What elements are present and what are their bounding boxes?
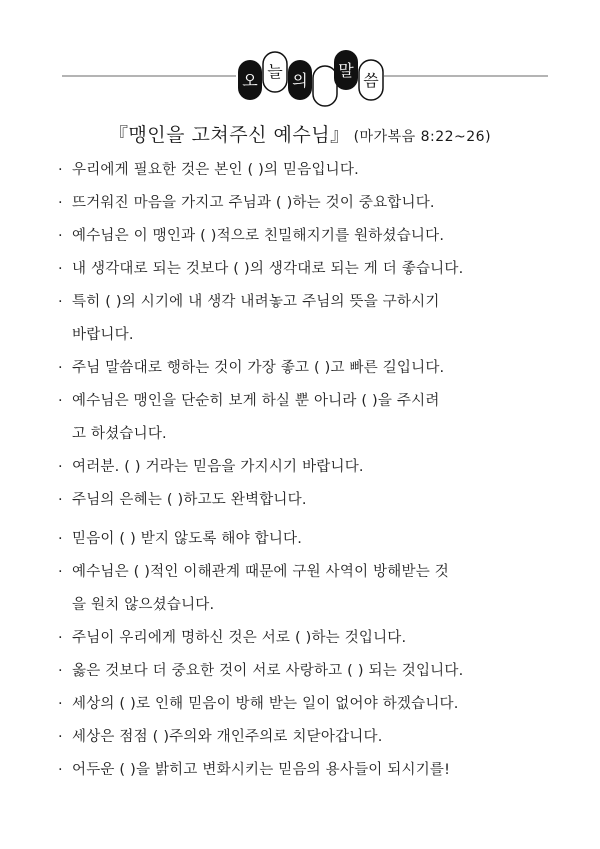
list-item-continuation — [58, 418, 548, 451]
bullet-mark: · — [58, 564, 63, 580]
list-item — [58, 688, 548, 721]
sermon-title: 『맹인을 고쳐주신 예수님』 — [108, 124, 350, 146]
bullet-mark: · — [58, 162, 63, 178]
list-item — [58, 556, 548, 589]
list-item — [58, 385, 548, 418]
item-text: 세상은 점점 ( )주의와 개인주의로 치닫아갑니다. — [72, 729, 383, 745]
list-item — [58, 352, 548, 385]
bullet-mark: · — [58, 195, 63, 211]
list-item — [58, 622, 548, 655]
list-item — [58, 154, 548, 187]
item-text: 뜨거워진 마음을 가지고 주님과 ( )하는 것이 중요합니다. — [72, 195, 435, 211]
header-char: 오 — [242, 71, 258, 90]
header-char: 말 — [338, 61, 354, 80]
fill-in-list — [58, 154, 548, 787]
item-text: 내 생각대로 되는 것보다 ( )의 생각대로 되는 게 더 좋습니다. — [72, 261, 464, 277]
item-text: 을 원치 않으셨습니다. — [72, 597, 215, 613]
item-text: 주님의 은혜는 ( )하고도 완벽합니다. — [72, 492, 307, 508]
list-item — [58, 721, 548, 754]
item-text: 예수님은 맹인을 단순히 보게 하실 뿐 아니라 ( )을 주시려 — [72, 393, 440, 409]
item-text: 주님 말씀대로 행하는 것이 가장 좋고 ( )고 빠른 길입니다. — [72, 360, 445, 376]
bullet-mark: · — [58, 492, 63, 508]
bullet-mark: · — [58, 630, 63, 646]
header-pill-4 — [313, 66, 337, 106]
bullet-mark: · — [58, 228, 63, 244]
bullet-mark: · — [58, 729, 63, 745]
item-text: 예수님은 ( )적인 이해관계 때문에 구원 사역이 방해받는 것 — [72, 564, 449, 580]
list-item — [58, 286, 548, 319]
list-item — [58, 484, 548, 517]
bullet-mark: · — [58, 360, 63, 376]
bullet-mark: · — [58, 261, 63, 277]
item-text: 바랍니다. — [72, 327, 134, 343]
item-text: 세상의 ( )로 인해 믿음이 방해 받는 일이 없어야 하겠습니다. — [72, 696, 459, 712]
list-item — [58, 253, 548, 286]
list-item-continuation — [58, 589, 548, 622]
bullet-mark: · — [58, 531, 63, 547]
list-item — [58, 220, 548, 253]
list-item — [58, 451, 548, 484]
header-graphic — [0, 40, 600, 112]
item-text: 고 하셨습니다. — [72, 426, 167, 442]
bullet-mark: · — [58, 762, 63, 778]
header-char: 늘 — [267, 62, 283, 81]
item-text: 우리에게 필요한 것은 본인 ( )의 믿음입니다. — [72, 162, 359, 178]
bullet-mark: · — [58, 459, 63, 475]
item-text: 어두운 ( )을 밝히고 변화시키는 믿음의 용사들이 되시기를! — [72, 762, 451, 778]
list-item — [58, 187, 548, 220]
item-text: 주님이 우리에게 명하신 것은 서로 ( )하는 것입니다. — [72, 630, 407, 646]
sermon-subject — [0, 120, 600, 147]
bullet-mark: · — [58, 663, 63, 679]
header-char: 의 — [292, 71, 308, 90]
bullet-mark: · — [58, 393, 63, 409]
item-text: 특히 ( )의 시기에 내 생각 내려놓고 주님의 뜻을 구하시기 — [72, 294, 440, 310]
item-text: 믿음이 ( ) 받지 않도록 해야 합니다. — [72, 531, 303, 547]
header-char: 씀 — [363, 71, 379, 90]
scripture-reference: (마가복음 8:22~26) — [353, 129, 492, 145]
item-text: 옳은 것보다 더 중요한 것이 서로 사랑하고 ( ) 되는 것입니다. — [72, 663, 464, 679]
bullet-mark: · — [58, 696, 63, 712]
list-item — [58, 754, 548, 787]
item-text: 여러분. ( ) 거라는 믿음을 가지시기 바랍니다. — [72, 459, 364, 475]
list-item-continuation — [58, 319, 548, 352]
item-text: 예수님은 이 맹인과 ( )적으로 친밀해지기를 원하셨습니다. — [72, 228, 445, 244]
bullet-mark: · — [58, 294, 63, 310]
list-item — [58, 523, 548, 556]
list-item — [58, 655, 548, 688]
header-banner — [0, 40, 600, 112]
